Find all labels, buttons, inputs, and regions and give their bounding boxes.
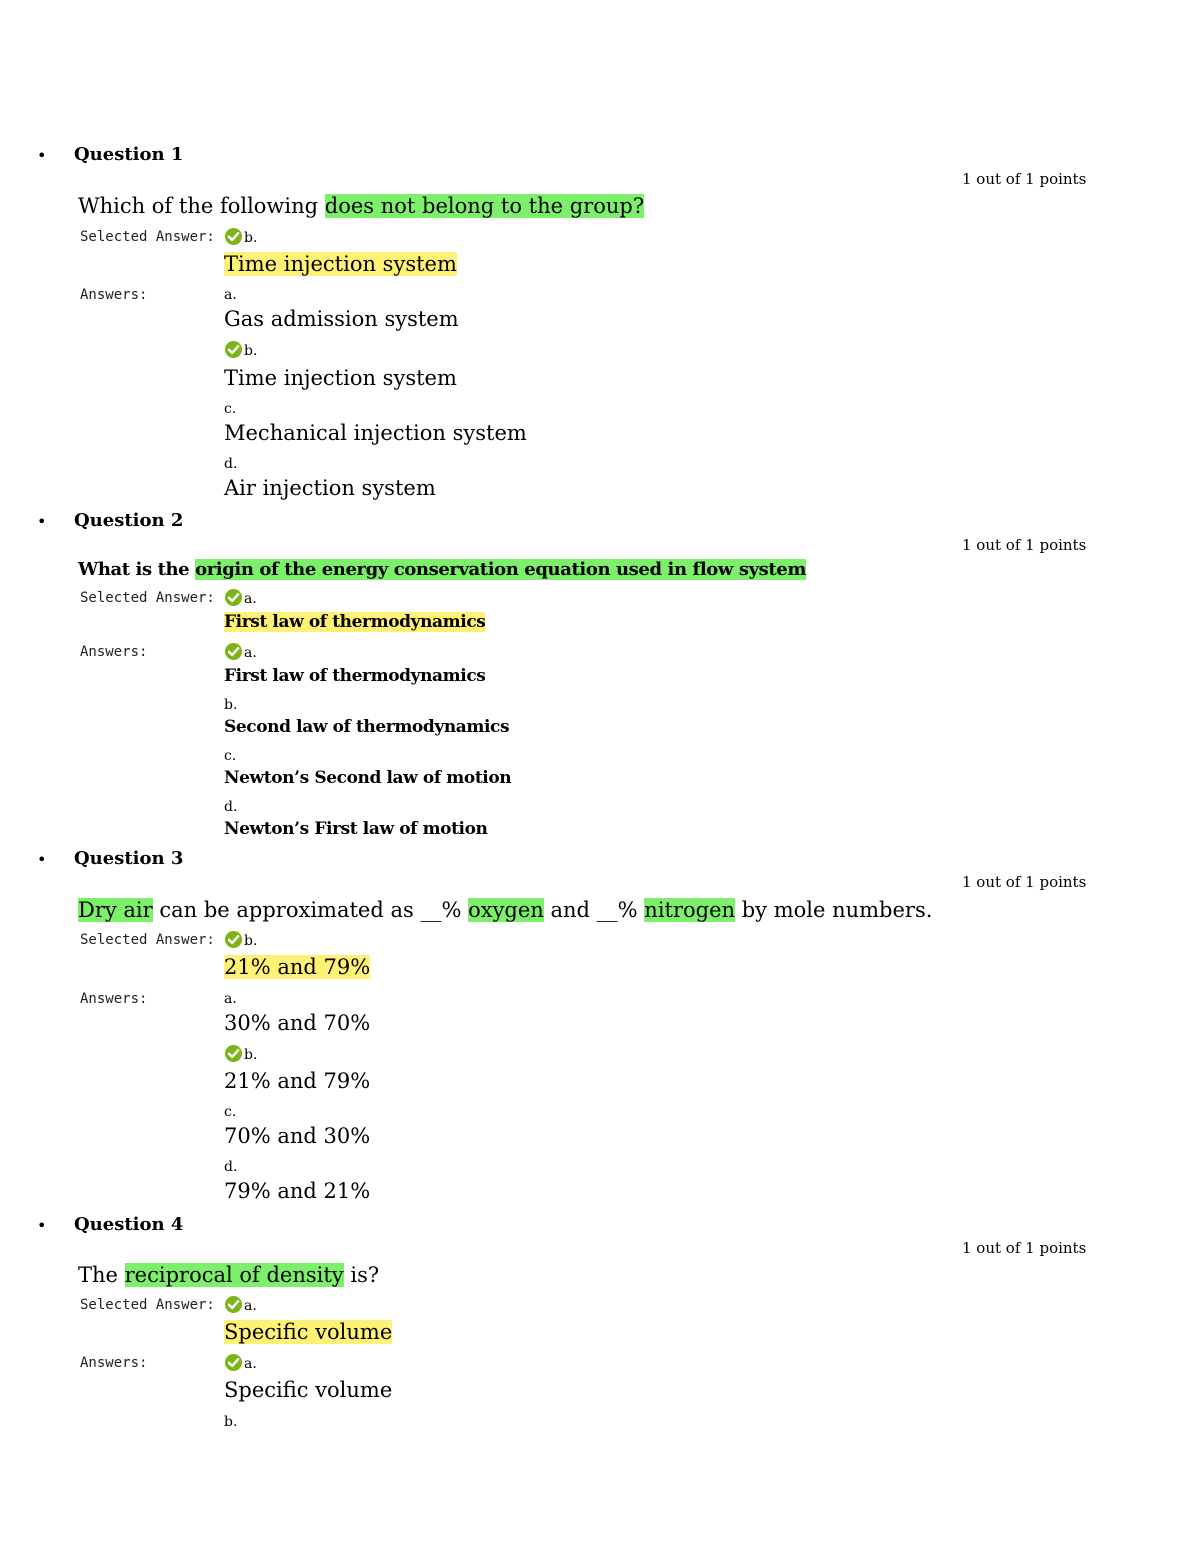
answer-text: Air injection system	[224, 476, 436, 500]
answer-letter: d.	[224, 799, 238, 815]
answer-letter: b.	[224, 1414, 238, 1430]
answers-label: Answers:	[80, 644, 148, 660]
points-score: 1 out of 1 points	[962, 873, 1087, 891]
answer-letter-correct: a.	[224, 642, 257, 661]
question-title: Question 4	[74, 1214, 184, 1235]
check-icon	[224, 642, 243, 661]
answer-letter: b.	[224, 697, 238, 713]
selected-answer-letter: b.	[224, 930, 257, 949]
answer-text: Specific volume	[224, 1378, 393, 1402]
answer-letter: d.	[224, 456, 238, 472]
answers-label: Answers:	[80, 287, 148, 303]
check-icon	[224, 227, 243, 246]
answer-text: 21% and 79%	[224, 1069, 371, 1093]
answer-text: 79% and 21%	[224, 1179, 371, 1203]
selected-answer-letter: b.	[224, 227, 257, 246]
question-prompt: Which of the following does not belong to the group?	[78, 194, 645, 218]
check-icon	[224, 930, 243, 949]
selected-answer-letter: a.	[224, 588, 257, 607]
check-icon	[224, 1295, 243, 1314]
question-title: Question 2	[74, 510, 184, 531]
answer-letter: a.	[224, 287, 237, 303]
question-title: Question 3	[74, 848, 184, 869]
selected-answer-label: Selected Answer:	[80, 229, 215, 245]
question-title: Question 1	[74, 144, 184, 165]
question-prompt: The reciprocal of density is?	[78, 1263, 380, 1287]
answer-text: 30% and 70%	[224, 1011, 371, 1035]
answer-text: Gas admission system	[224, 307, 459, 331]
selected-answer-text: Specific volume	[224, 1320, 393, 1344]
answer-letter: a.	[224, 991, 237, 1007]
answer-text: Newton’s First law of motion	[224, 819, 488, 839]
answer-text: Time injection system	[224, 366, 457, 390]
answer-text: Newton’s Second law of motion	[224, 768, 512, 788]
bullet: •	[37, 1216, 47, 1235]
selected-answer-label: Selected Answer:	[80, 590, 215, 606]
selected-answer-text: First law of thermodynamics	[224, 612, 486, 632]
check-icon	[224, 588, 243, 607]
answer-letter-correct: b.	[224, 1044, 257, 1063]
answer-letter: d.	[224, 1159, 238, 1175]
bullet: •	[37, 850, 47, 869]
selected-answer-text: 21% and 79%	[224, 955, 371, 979]
question-prompt: What is the origin of the energy conservation equation used in flow system	[78, 559, 806, 580]
selected-answer-label: Selected Answer:	[80, 1297, 215, 1313]
bullet: •	[37, 146, 47, 165]
answer-text: 70% and 30%	[224, 1124, 371, 1148]
answer-letter-correct: a.	[224, 1353, 257, 1372]
check-icon	[224, 1353, 243, 1372]
points-score: 1 out of 1 points	[962, 1239, 1087, 1257]
points-score: 1 out of 1 points	[962, 536, 1087, 554]
answers-label: Answers:	[80, 991, 148, 1007]
selected-answer-label: Selected Answer:	[80, 932, 215, 948]
answer-letter-correct: b.	[224, 340, 257, 359]
selected-answer-text: Time injection system	[224, 252, 457, 276]
answer-letter: c.	[224, 1104, 237, 1120]
check-icon	[224, 1044, 243, 1063]
answer-text: First law of thermodynamics	[224, 666, 486, 686]
answers-label: Answers:	[80, 1355, 148, 1371]
answer-text: Second law of thermodynamics	[224, 717, 510, 737]
points-score: 1 out of 1 points	[962, 170, 1087, 188]
question-prompt: Dry air can be approximated as __% oxygen and __% nitrogen by mole numbers.	[78, 898, 933, 922]
check-icon	[224, 340, 243, 359]
answer-letter: c.	[224, 401, 237, 417]
answer-text: Mechanical injection system	[224, 421, 527, 445]
selected-answer-letter: a.	[224, 1295, 257, 1314]
bullet: •	[37, 512, 47, 531]
answer-letter: c.	[224, 748, 237, 764]
